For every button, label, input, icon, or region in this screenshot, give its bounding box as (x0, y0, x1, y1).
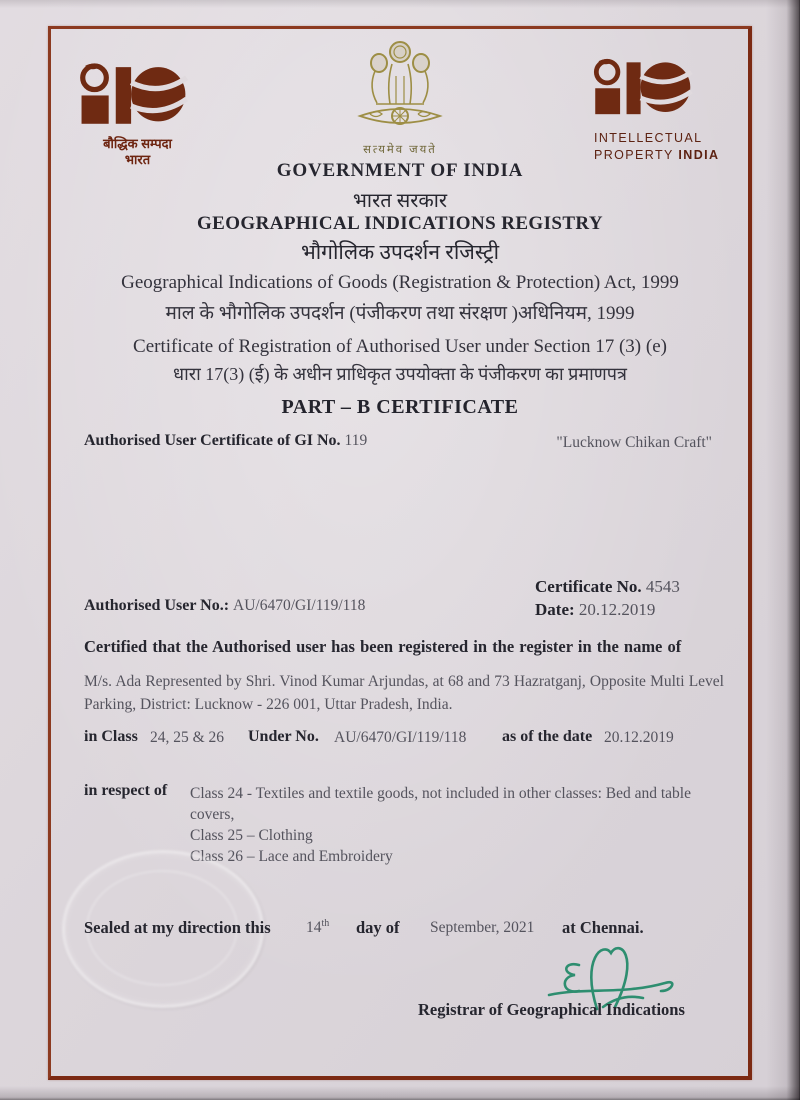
seal-day-number: 14 (306, 919, 322, 936)
seal-month: September, 2021 (430, 919, 535, 936)
act-title-hindi: माल के भौगोलिक उपदर्शन (पंजीकरण तथा संरक्षण )अधिनियम, 1999 (165, 303, 635, 324)
authorised-user-number-value: AU/6470/GI/119/118 (233, 597, 366, 614)
ip-india-right-caption (594, 130, 719, 164)
photo-bottom-edge (0, 1086, 800, 1100)
certificate-number-line (535, 577, 680, 597)
section-line: Certificate of Registration of Authorised User under Section 17 (3) (e) (133, 336, 667, 357)
sealed-prefix: Sealed at my direction this (84, 918, 271, 937)
government-of-india-hindi: भारत सरकार (352, 190, 448, 212)
certificate-number-label: Certificate No. (535, 577, 642, 596)
ip-india-logo-icon (592, 112, 700, 129)
caption-line: बौद्धिक सम्पदा (103, 136, 172, 151)
emblem-motto: सत्यमेव जयते (363, 144, 437, 156)
caption-word: PROPERTY (594, 148, 674, 162)
part-b-title: PART – B CERTIFICATE (281, 396, 519, 418)
registrar-title: Registrar of Geographical Indications (418, 1000, 685, 1019)
authorised-user-number-line (84, 597, 365, 615)
section-line-hindi: धारा 17(3) (ई) के अधीन प्राधिकृत उपयोक्ता के पंजीकरण का प्रमाणपत्र (173, 364, 627, 384)
class-description-list (190, 783, 695, 867)
seal-day-suffix: th (321, 917, 330, 929)
state-emblem (352, 36, 448, 145)
ip-india-logo-left (78, 62, 196, 141)
in-class-label: in Class (84, 728, 138, 745)
day-of-label: day of (356, 918, 400, 937)
registrant-details: M/s. Ada Represented by Shri. Vinod Kumar Arjundas, at 68 and 73 Hazratganj, Opposite Multi Level Parking, District: Lucknow - 226 001, Uttar Pradesh, India. (84, 673, 724, 713)
under-no-label: Under No. (248, 728, 319, 745)
gi-label: Authorised User Certificate of GI No. (84, 432, 341, 449)
as-of-date-label: as of the date (502, 728, 593, 745)
caption-word: INDIA (678, 148, 720, 162)
date-line (535, 600, 655, 620)
gi-number: 119 (344, 432, 368, 449)
seal-day (306, 919, 329, 937)
registry-title: GEOGRAPHICAL INDICATIONS REGISTRY (197, 213, 603, 234)
gi-number-row (84, 432, 367, 450)
date-value: 20.12.2019 (578, 600, 656, 619)
caption-line: भारत (124, 152, 151, 167)
act-title: Geographical Indications of Goods (Registration & Protection) Act, 1999 (121, 272, 679, 293)
government-of-india-title: GOVERNMENT OF INDIA (276, 160, 524, 181)
class-description-item: Class 26 – Lace and Embroidery (190, 848, 393, 865)
date-label: Date: (535, 600, 575, 619)
class-description-item: Class 25 – Clothing (190, 827, 313, 844)
ip-india-logo-right (592, 58, 700, 130)
class-description-item: Class 24 - Textiles and textile goods, not included in other classes: Bed and table covers, (190, 785, 691, 823)
gi-name: "Lucknow Chikan Craft" (556, 434, 712, 451)
photo-top-edge (0, 0, 800, 8)
under-no-value: AU/6470/GI/119/118 (334, 729, 467, 746)
authorised-user-number-label: Authorised User No.: (84, 597, 230, 614)
as-of-date-value: 20.12.2019 (604, 729, 674, 746)
class-numbers: 24, 25 & 26 (150, 729, 225, 746)
registry-title-hindi: भौगोलिक उपदर्शन रजिस्ट्री (300, 240, 500, 264)
seal-place: at Chennai. (562, 918, 644, 937)
in-respect-of-label: in respect of (84, 782, 168, 799)
photo-right-edge (766, 0, 800, 1100)
certificate-number-value: 4543 (645, 577, 680, 596)
caption-line: INTELLECTUAL (594, 131, 703, 145)
certified-statement: Certified that the Authorised user has been registered in the register in the name of (84, 637, 682, 656)
